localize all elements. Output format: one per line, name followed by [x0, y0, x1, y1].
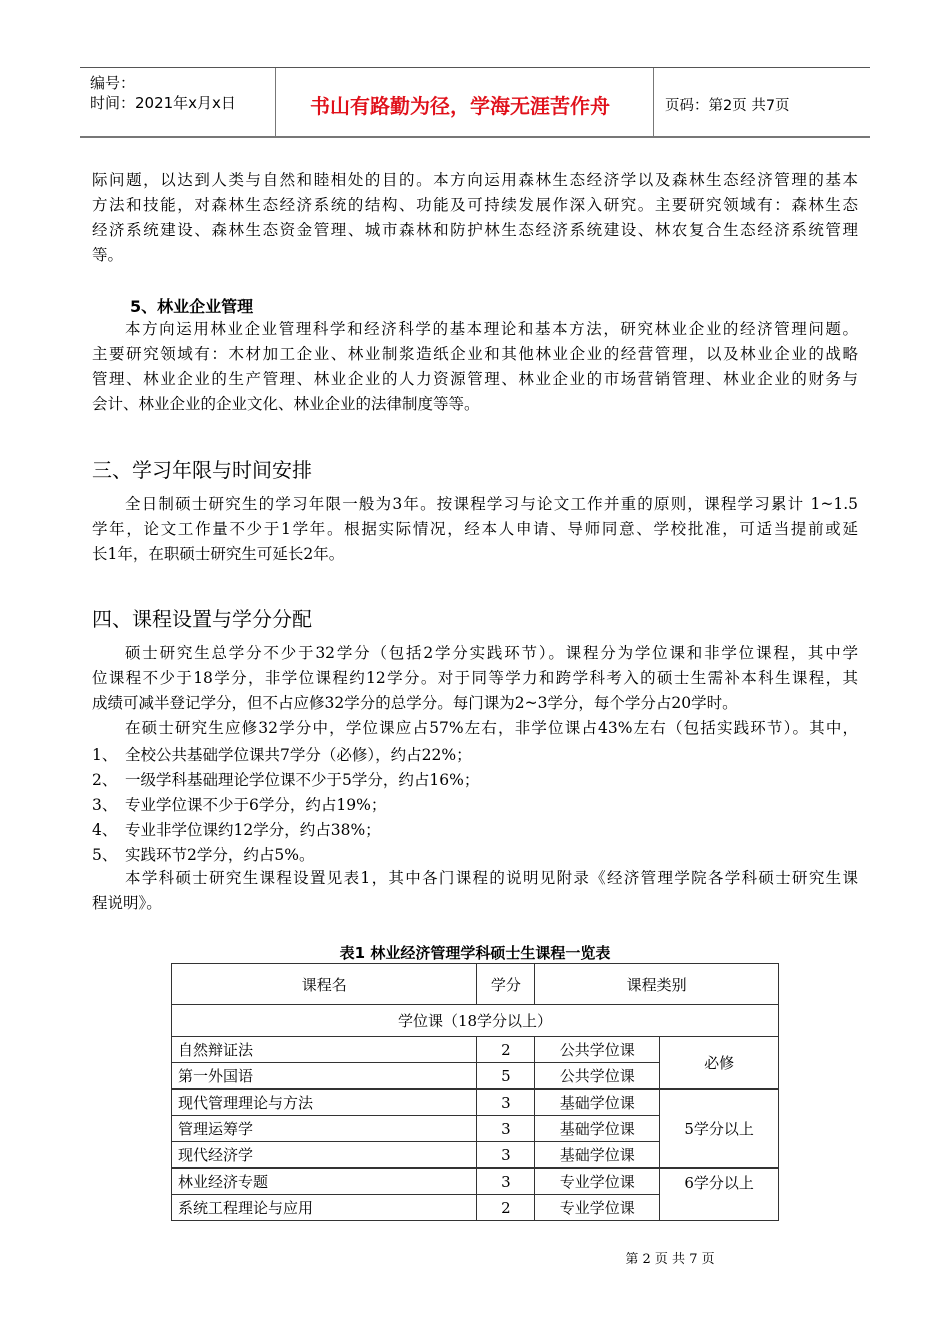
- number-label: 编号：: [90, 74, 136, 92]
- course-name: 自然辩证法: [172, 1037, 477, 1063]
- column-header: 学分: [477, 964, 535, 1005]
- course-type: 基础学位课: [535, 1142, 660, 1169]
- text-line: 主要研究领域有：木材加工企业、林业制浆造纸企业和其他林业企业的经营管理，以及林业企业的战略: [92, 345, 858, 363]
- page-footer: 第 2 页 共 7 页: [625, 1252, 715, 1267]
- list-item: 一级学科基础理论学位课不少于5学分，约占16%；: [125, 771, 480, 789]
- page-header: [80, 67, 870, 138]
- group-requirement: 必修: [660, 1037, 779, 1090]
- course-name: 系统工程理论与应用: [172, 1195, 477, 1221]
- list-number: 1、: [92, 746, 118, 764]
- credits: 5: [477, 1063, 535, 1090]
- page-label: 页码：第2页 共7页: [665, 98, 790, 114]
- column-header: 课程名: [172, 964, 477, 1005]
- course-name: 林业经济专题: [172, 1168, 477, 1195]
- text-line: 全日制硕士研究生的学习年限一般为3年。按课程学习与论文工作并重的原则，课程学习累计 1~1.5: [125, 495, 858, 513]
- list-number: 5、: [92, 846, 118, 864]
- table-row: [172, 1037, 779, 1063]
- course-name: 管理运筹学: [172, 1116, 477, 1142]
- text-line: 学年，论文工作量不少于1学年。根据实际情况，经本人申请、导师同意、学校批准，可适当提前或延: [92, 520, 858, 538]
- course-type: 基础学位课: [535, 1089, 660, 1116]
- list-item: 实践环节2学分，约占5%。: [125, 846, 315, 864]
- course-type: 基础学位课: [535, 1116, 660, 1142]
- text-line: 程说明》。: [92, 894, 162, 912]
- list-item: 专业学位课不少于6学分，约占19%；: [125, 796, 387, 814]
- section-title: 四、课程设置与学分分配: [92, 607, 312, 631]
- credits: 3: [477, 1089, 535, 1116]
- text-line: 在硕士研究生应修32学分中，学位课应占57%左右，非学位课占43%左右（包括实践环节）。其中，: [125, 719, 858, 737]
- credits: 3: [477, 1168, 535, 1195]
- credits: 3: [477, 1142, 535, 1169]
- list-number: 4、: [92, 821, 118, 839]
- course-type: 公共学位课: [535, 1063, 660, 1090]
- text-line: 本学科硕士研究生课程设置见表1，其中各门课程的说明见附录《经济管理学院各学科硕士研究生课: [125, 869, 858, 887]
- list-item: 专业非学位课约12学分，约占38%；: [125, 821, 381, 839]
- section-row: 学位课（18学分以上）: [172, 1005, 779, 1037]
- text-line: 位课程不少于18学分，非学位课程约12学分。对于同等学力和跨学科考入的硕士生需补本科生课程，其: [92, 669, 858, 687]
- text-line: 际问题，以达到人类与自然和睦相处的目的。本方向运用森林生态经济学以及森林生态经济管理的基本: [92, 171, 858, 189]
- table-row: [172, 1168, 779, 1195]
- column-header: 课程类别: [535, 964, 779, 1005]
- credits: 2: [477, 1195, 535, 1221]
- course-type: 专业学位课: [535, 1195, 660, 1221]
- course-type: 专业学位课: [535, 1168, 660, 1195]
- time-label: 时间：2021年x月x日: [90, 94, 236, 112]
- course-name: 第一外国语: [172, 1063, 477, 1090]
- table-row: [172, 1089, 779, 1116]
- group-requirement: 6学分以上: [660, 1168, 779, 1221]
- text-line: 等。: [92, 246, 124, 264]
- text-line: 经济系统建设、森林生态资金管理、城市森林和防护林生态经济系统建设、林农复合生态经济系统管理: [92, 221, 858, 239]
- text-line: 硕士研究生总学分不少于32学分（包括2学分实践环节）。课程分为学位课和非学位课程，其中学: [125, 644, 858, 662]
- motto: 书山有路勤为径，学海无涯苦作舟: [310, 94, 610, 118]
- course-name: 现代经济学: [172, 1142, 477, 1169]
- group-requirement: 5学分以上: [660, 1089, 779, 1168]
- text-line: 成绩可减半登记学分，但不占应修32学分的总学分。每门课为2~3学分，每个学分占20学时。: [92, 694, 738, 712]
- credits: 3: [477, 1116, 535, 1142]
- text-line: 方法和技能，对森林生态经济系统的结构、功能及可持续发展作深入研究。主要研究领域有：森林生态: [92, 196, 858, 214]
- text-line: 本方向运用林业企业管理科学和经济科学的基本理论和基本方法，研究林业企业的经济管理问题。: [125, 320, 858, 338]
- list-number: 3、: [92, 796, 118, 814]
- list-number: 2、: [92, 771, 118, 789]
- text-line: 管理、林业企业的生产管理、林业企业的人力资源管理、林业企业的市场营销管理、林业企业的财务与: [92, 370, 858, 388]
- table-caption: 表1 林业经济管理学科硕士生课程一览表: [339, 944, 611, 962]
- text-line: 长1年，在职硕士研究生可延长2年。: [92, 545, 345, 563]
- list-item: 全校公共基础学位课共7学分（必修），约占22%；: [125, 746, 472, 764]
- subsection-title: 5、林业企业管理: [130, 297, 254, 316]
- credits: 2: [477, 1037, 535, 1063]
- course-type: 公共学位课: [535, 1037, 660, 1063]
- text-line: 会计、林业企业的企业文化、林业企业的法律制度等等。: [92, 395, 480, 413]
- course-table: [171, 963, 779, 1221]
- course-name: 现代管理理论与方法: [172, 1089, 477, 1116]
- section-title: 三、学习年限与时间安排: [92, 458, 312, 482]
